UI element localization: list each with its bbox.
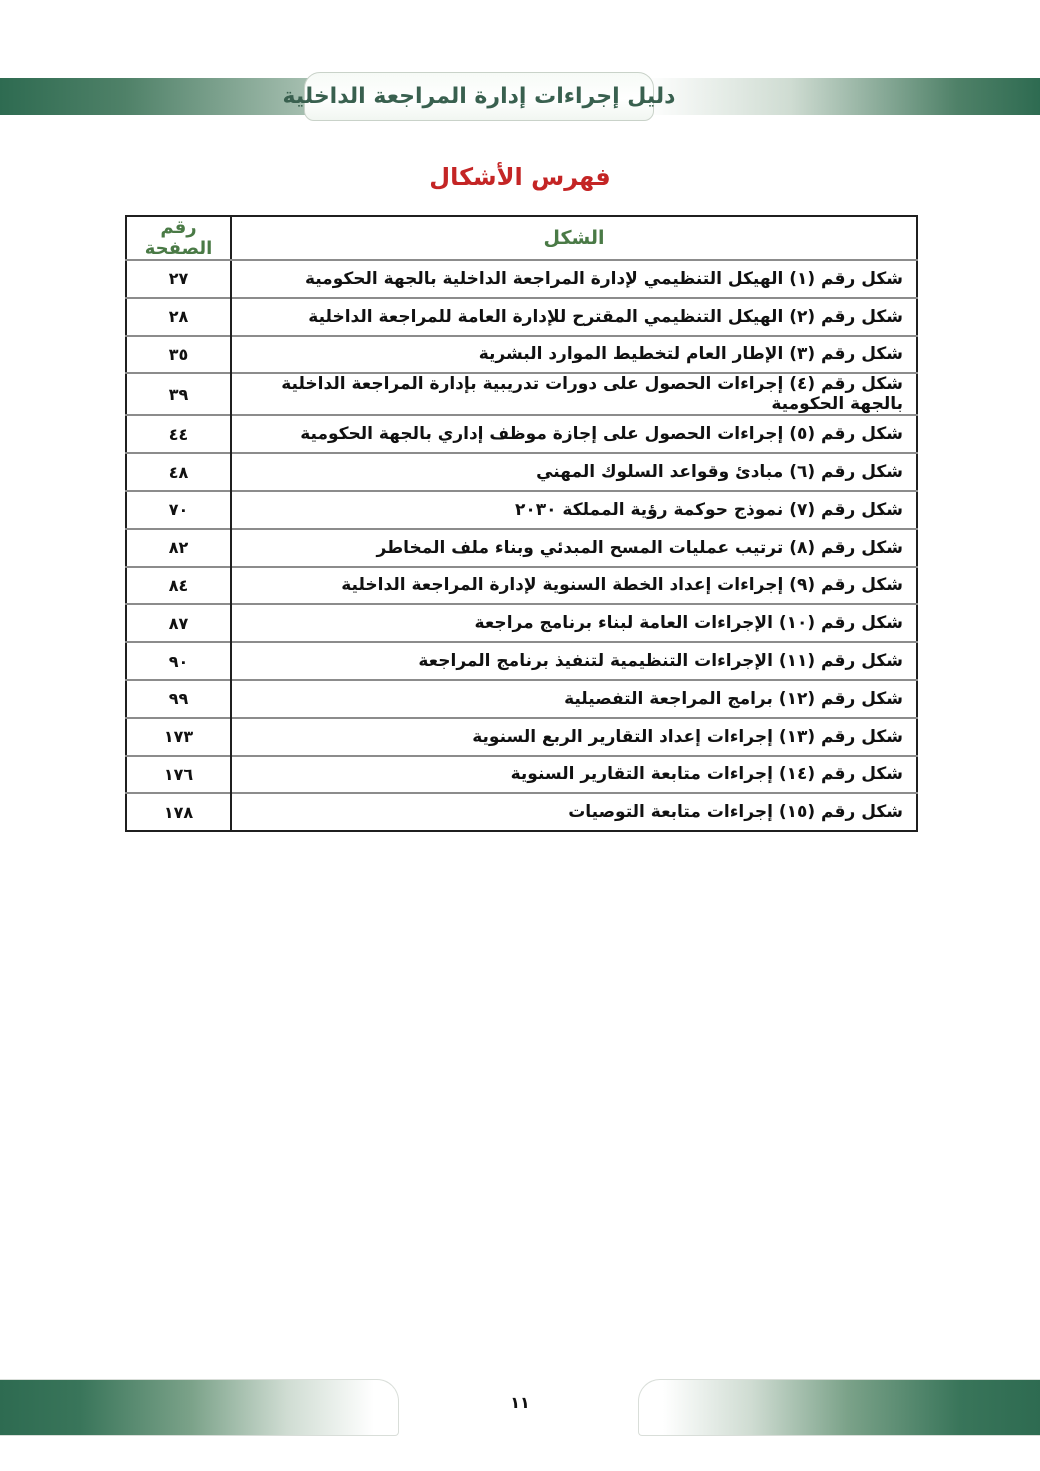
figure-label: شكل رقم (٩) إجراءات إعداد الخطة السنوية لإدارة المراجعة الداخلية — [231, 567, 917, 605]
figure-page-number: ٢٧ — [168, 269, 189, 289]
table-row — [126, 415, 917, 453]
figure-page-number: ٨٤ — [126, 567, 231, 605]
table-row — [126, 298, 917, 336]
figure-page-number: ٨٢ — [126, 529, 231, 567]
table-row — [126, 260, 917, 298]
document-title: دليل إجراءات إدارة المراجعة الداخلية — [282, 84, 676, 109]
figure-label: شكل رقم (٨) ترتيب عمليات المسح المبدئي وبناء ملف المخاطر — [231, 529, 917, 567]
figure-label: شكل رقم (٤) إجراءات الحصول على دورات تدريبية بإدارة المراجعة الداخلية بالجهة الحكومية — [231, 373, 917, 415]
figure-label: شكل رقم (١٤) إجراءات متابعة التقارير السنوية — [231, 756, 917, 794]
table-row — [126, 529, 917, 567]
figures-table-header — [126, 216, 917, 260]
figures-table — [125, 215, 918, 832]
figure-label: شكل رقم (٣) الإطار العام لتخطيط الموارد البشرية — [231, 336, 917, 374]
table-row — [126, 567, 917, 605]
figure-page-number: ١٧٣ — [126, 718, 231, 756]
table-row — [126, 718, 917, 756]
figure-page-number: ٧٠ — [126, 491, 231, 529]
table-row — [126, 604, 917, 642]
table-row — [126, 373, 917, 415]
column-header-figure: الشكل — [231, 216, 917, 260]
figure-page-number: ٩٩ — [126, 680, 231, 718]
page-number: ١١ — [510, 1393, 530, 1412]
figure-page-number: ٨٧ — [126, 604, 231, 642]
figure-label: شكل رقم (٢) الهيكل التنظيمي المقترح للإدارة العامة للمراجعة الداخلية — [231, 298, 917, 336]
figure-page-number: ٩٠ — [126, 642, 231, 680]
figure-label: شكل رقم (١) الهيكل التنظيمي لإدارة المراجعة الداخلية بالجهة الحكومية — [231, 260, 917, 298]
column-header-page-number: رقم الصفحة — [126, 216, 231, 260]
figure-page-number: ٣٥ — [126, 336, 231, 374]
figure-label: شكل رقم (٥) إجراءات الحصول على إجازة موظف إداري بالجهة الحكومية — [231, 415, 917, 453]
table-row — [126, 491, 917, 529]
figures-index-title: فهرس الأشكال — [429, 163, 611, 191]
figure-page-number: ١٧٦ — [126, 756, 231, 794]
figure-label: شكل رقم (٧) نموذج حوكمة رؤية المملكة ٢٠٣٠ — [231, 491, 917, 529]
header-title-tab — [282, 72, 676, 121]
table-row — [126, 793, 917, 831]
table-row — [126, 680, 917, 718]
figure-label: شكل رقم (٦) مبادئ وقواعد السلوك المهني — [231, 453, 917, 491]
figure-page-number: ١٧٨ — [126, 793, 231, 831]
figure-label: شكل رقم (١٥) إجراءات متابعة التوصيات — [231, 793, 917, 831]
figure-label: شكل رقم (١٣) إجراءات إعداد التقارير الربع السنوية — [231, 718, 917, 756]
table-row — [126, 453, 917, 491]
figures-table-body — [126, 260, 917, 831]
figure-label: شكل رقم (١١) الإجراءات التنظيمية لتنفيذ برنامج المراجعة — [231, 642, 917, 680]
table-row — [126, 756, 917, 794]
figure-label: شكل رقم (١٢) برامج المراجعة التفصيلية — [231, 680, 917, 718]
figure-page-number: ٤٨ — [126, 453, 231, 491]
table-row — [126, 336, 917, 374]
figure-page-number: ٤٤ — [126, 415, 231, 453]
figure-page-number: ٣٩ — [126, 373, 231, 415]
figure-page-number: ٢٨ — [126, 298, 231, 336]
table-row — [126, 642, 917, 680]
figure-label: شكل رقم (١٠) الإجراءات العامة لبناء برنامج مراجعة — [231, 604, 917, 642]
